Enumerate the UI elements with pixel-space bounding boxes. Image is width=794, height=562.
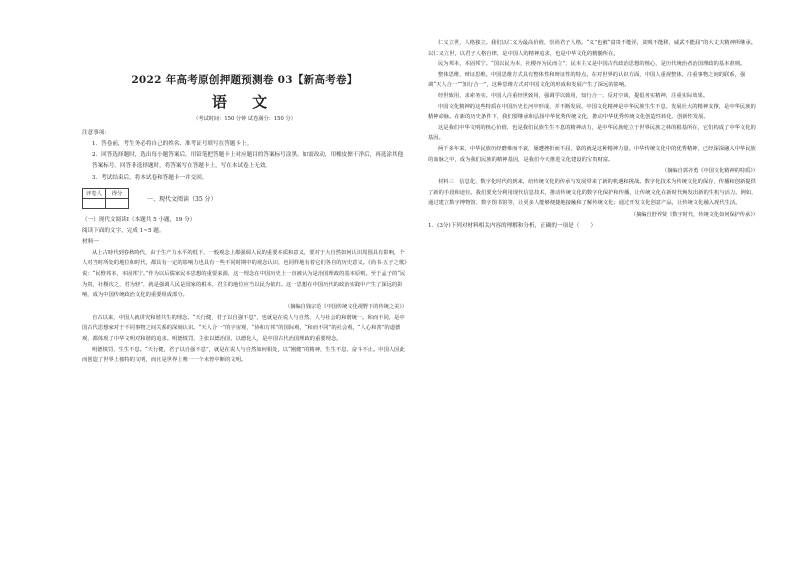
paragraph: 经世致用，求索务实。中国人注重经世致用，强调学以致用，知行合一，反对空谈，提倡务实精神，注重实际效果。 (438, 92, 709, 99)
source-line: （摘编自舒养贤《数字时代，传统文化如何保护传承》） (630, 211, 758, 218)
paragraph: 中国文化精神的这些特质在中国历史长河中形成，并不断发展。中国文化精神是中华民族生生不息、发展壮大的精神支撑，是中华民族的精神命脉。在新的历史条件下，我们要继承和弘扬中华优秀传统文化，推动中华优秀传统文化创造性转化、创新性发展。 (428, 103, 756, 121)
paragraph: 仁义立世，人格独立。我们以仁义为最高价值，崇尚君子人格。“义”也被“富贵不能淫，贫贱不能移，威武不能屈”的大丈夫精神所继承。以仁义立世，以君子人格自律，是中国人的精神追求，也是中华文化的精髓所在。 (428, 40, 757, 57)
notice-heading: 注意事项： (82, 130, 110, 136)
exam-meta: （考试时间：150 分钟 试卷满分：150 分） (193, 116, 296, 122)
notice-item-1: 1．答卷前，考生务必将自己的姓名、准考证号填写在答题卡上。 (92, 141, 253, 147)
notice-item-3: 3．考试结束后，将本试卷和答题卡一并交回。 (92, 174, 208, 181)
right-column (428, 38, 758, 232)
notice-item-2: 2．回答选择题时，选出每小题答案后，用铅笔把答题卡上对应题目的答案标号涂黑。如需改动，用橡皮擦干净后，再选涂其他答案标号。回答非选择题时，将答案写在答题卡上，写在本试卷上无效。 (92, 152, 404, 170)
section-title: 一、现代文阅读（35 分） (147, 195, 217, 203)
material-1-label: 材料一 (82, 238, 99, 245)
paragraph: 两千多年来，中华民族历经磨难而不衰，屡遭挫折而不屈，靠的就是这种精神力量。中华传统文化中的优秀精神，已经深深融入中华民族的血脉之中，成为我们民族的精神基因，是我们今天推进文化建设的宝贵财富。 (428, 145, 756, 163)
score-row (82, 188, 407, 209)
paragraph: 民为邦本，本固邦宁。“国以民为本，社稷亦为民而立”，民本主义是中国古代政治思想的核心，是历代统治者治国理政的基本准则。 (438, 61, 746, 68)
score-table (82, 188, 129, 209)
material-3-text (428, 177, 758, 209)
subsection-title: （一）现代文阅读Ⅰ（本题共 5 小题，19 分） (82, 216, 196, 223)
subject-title: 语 文 (211, 93, 278, 111)
question-1: 1．(3分)下列对材料相关内容的理解和分析，正确的一项是（ ） (428, 222, 597, 229)
paragraph: 整体思维，辩证思维。中国思维方式具有整体性和辩证性的特点。在对世界的认识方面，中国人重视整体，注重事物之间的联系，强调“天人合一”“知行合一”，这种思维方式对中国文化的形成和发展产生了深远的影响。 (428, 71, 746, 89)
material-2-text: 自古以来，中国人就讲究和谐共生的理念。“天行健，君子以自强不息”，也就是在说人与自然、人与社会的和谐统一。和而不同，是中国古代思想家对于不同事物之间关系的深刻认识。“天人合一”的宇宙观，“协和万邦”的国际观，“和而不同”的社会观，“人心和善”的道德观，都体现了中华文明对和谐的追求。明德慎罚，主张以德治国，以德化人，是中国古代治国理政的重要理念。 (82, 314, 405, 342)
material-1-source: （摘编自钱宗范《中国传统文化视野下的传统之美》） (285, 303, 407, 310)
paragraph: 这是我们中华文明的核心价值，也是我们民族生生不息的精神动力，是中华民族屹立于世界民族之林的根基所在，它们构成了中华文化的基因。 (428, 124, 756, 142)
left-column (82, 34, 407, 366)
material-3-body: 信息化、数字化时代的到来，给传统文化的传承与发展带来了新的机遇和挑战。数字化技术为传统文化的保存、传播和创新提供了新的手段和途径。我们要充分利用现代信息技术，推动传统文化的数字化保护和传播，让传统文化在新时代焕发出新的生机与活力。例如，通过建立数字博物馆、数字图书馆等，让更多人能够便捷地接触和了解传统文化；通过开发文化创意产品，让传统文化融入现代生活。 (428, 179, 757, 207)
score-table-cell (106, 198, 129, 208)
material-2-text-cont: 明德慎罚，生生不息。“天行健，君子以自强不息”，就是在说人与自然如何相处，以“刚健”的精神，生生不息，奋斗不止。中国人因此而创造了世界上独特的文明，而且是世界上唯一一个未曾中断的文明。 (82, 346, 405, 364)
exam-title: 2022 年高考原创押题预测卷 03【新高考卷】 (131, 74, 358, 86)
score-table-cell (83, 198, 106, 208)
source-line: （摘编自郭齐勇《中国文化精神的特质》） (662, 168, 758, 175)
material-3-label: 材料三 (438, 179, 454, 186)
reading-instruction: 阅读下面的文字，完成 1~5 题。 (82, 227, 165, 234)
material-1-text: 从上古時代到春秋時代，由于生产力水平的低下，一般观念上都强调人民的重要本质和意义，要对于大自然如何认识周围具有影响，个人对当时所处的地位和时代，都具有一定的影响力也具有一些不同时期中的观念认识，也同样地有着它们各自的历史意义。《尚书·五子之歌》说：“民惟邦本，本固邦宁。”作为以后儒家民本思想的重要来源，这一理念在中国历史上一直被认为是治国理政的基本原则。至于孟子的“民为贵，社稷次之，君为轻”，就是强调人民是国家的根本，君主的地位应当以民为依归。这一思想在中国历代的政治实践中产生了深远的影响，成为中国传统政治文化的重要组成部分。 (82, 249, 407, 299)
score-table-reviewer: 评卷人 (83, 188, 106, 198)
score-table-score: 得分 (106, 188, 129, 198)
